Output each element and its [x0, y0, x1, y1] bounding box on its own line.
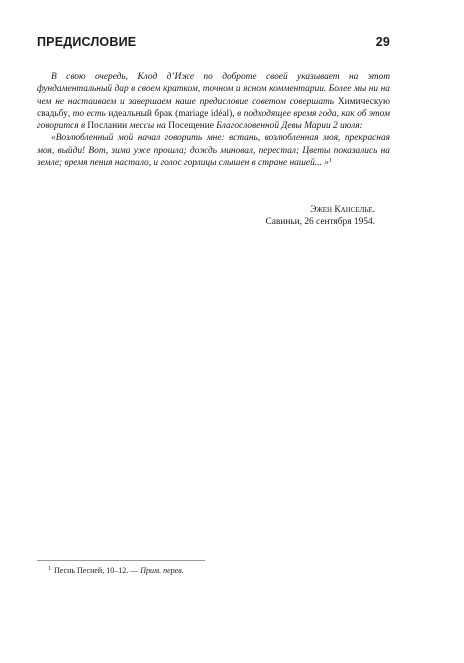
signature [265, 204, 375, 229]
text-run: Посещение [168, 121, 214, 132]
quote-text: «Возлюбленный мой начал говорить мне: встань, возлюбленная моя, прекрасная моя, выйди! Вот, зима уже прошла; дождь миновал, перестал; Цветы показались на земле; время пения настало, и голос горлицы слышен в стране нашей... » [37, 133, 390, 169]
body-text [37, 71, 390, 169]
footnote-divider [37, 560, 205, 561]
paragraph-1 [37, 71, 390, 132]
page-number: 29 [375, 35, 390, 49]
text-run: , то есть [67, 108, 106, 119]
paragraph-2 [37, 132, 390, 169]
text-run: В свою очередь, Клод д’Иже по доброте своей указывает на этот фундаментальный дар в своем кратком, точном и ясном комментарии. Более мы ни на чем не настаиваем и завершаем наше предисловие советом совершать [37, 72, 390, 107]
footnote-note: Прим. перев. [140, 566, 184, 575]
text-run: идеальный брак (mariage idéal) [108, 108, 233, 119]
running-header [37, 35, 390, 49]
text-run: Послании [87, 121, 128, 132]
text-run: Благословенной Девы Марии 2 июля: [216, 121, 363, 132]
footnote: $^1$ Песнь Песней, 10–12. — Прим. перев. [48, 566, 184, 575]
text-run: , в подходящее время года, как об этом говорится в [37, 108, 390, 132]
text-run: мессы на [129, 121, 166, 132]
text-run: Химическую свадьбу [37, 96, 390, 119]
chapter-title: ПРЕДИСЛОВИЕ [37, 35, 137, 49]
author-name: Эжен Канселье. [310, 205, 375, 215]
footnote-ref[interactable]: 1 [328, 158, 332, 165]
place-date: Савиньи, 26 сентября 1954. [265, 217, 375, 228]
footnote-text: Песнь Песней, 10–12. — [54, 566, 139, 575]
